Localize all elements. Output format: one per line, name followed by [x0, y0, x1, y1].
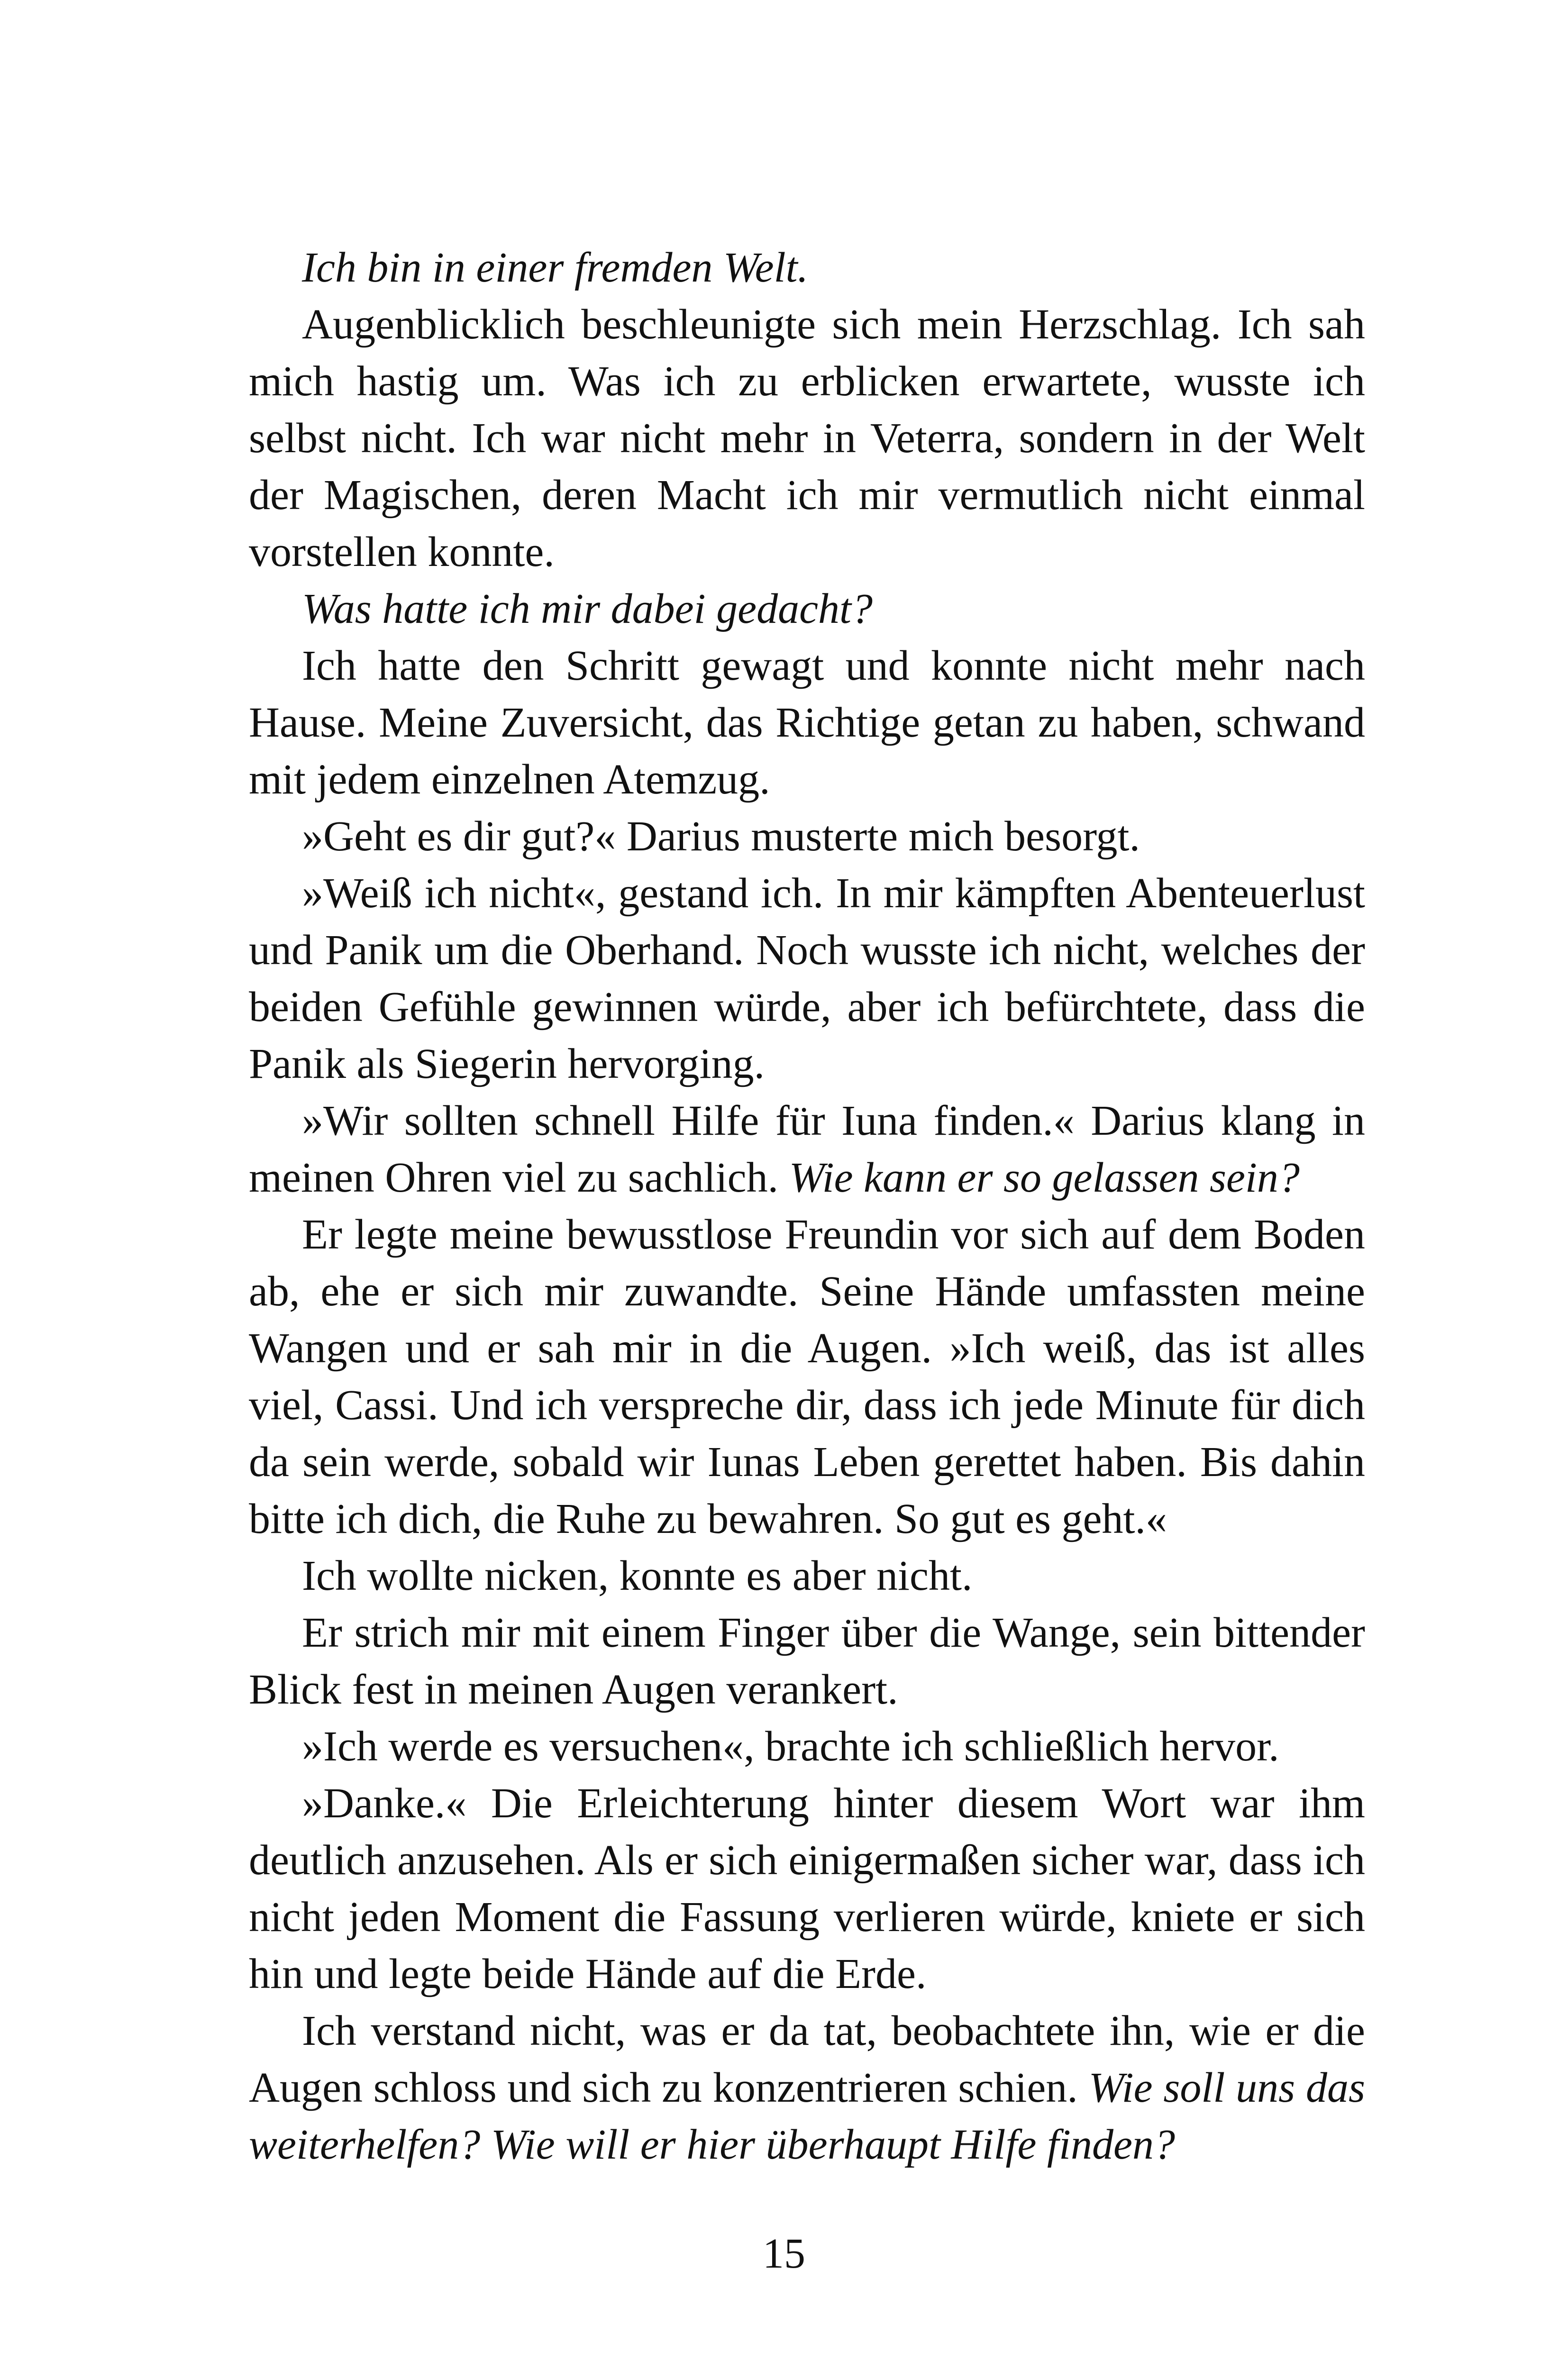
paragraph-7: [249, 1093, 1365, 1206]
paragraph-13-text: Ich verstand nicht, was er da tat, beobachtete ihn, wie er die Augen schloss und sich zu konzentrieren schien.: [249, 2007, 1365, 2111]
paragraph-7-thought: Wie kann er so gelassen sein?: [789, 1154, 1300, 1201]
paragraph-5: »Geht es dir gut?« Darius musterte mich besorgt.: [302, 813, 1140, 860]
paragraph-2: Augenblicklich beschleunigte sich mein Herzschlag. Ich sah mich hastig um. Was ich zu erblicken erwartete, wusste ich selbst nicht. Ich war nicht mehr in Veterra, sondern in der Welt der Magischen, deren Macht ich mir vermutlich nicht einmal vorstellen konnte.: [249, 301, 1365, 575]
paragraph-thought-1: Ich bin in einer fremden Welt.: [302, 244, 809, 291]
paragraph-11: »Ich werde es versuchen«, brachte ich schließlich hervor.: [302, 1723, 1279, 1770]
paragraph-10: Er strich mir mit einem Finger über die Wange, sein bittender Blick fest in meinen Augen verankert.: [249, 1609, 1365, 1713]
paragraph-13-thought: Wie soll uns das weiterhelfen? Wie will er hier überhaupt Hilfe finden?: [249, 2064, 1366, 2168]
body-text: [249, 239, 1365, 2173]
paragraph-13: [249, 2003, 1365, 2173]
page-number: 15: [763, 2230, 805, 2277]
paragraph-6: »Weiß ich nicht«, gestand ich. In mir kämpften Abenteuerlust und Panik um die Oberhand. Noch wusste ich nicht, welches der beiden Gefühle gewinnen würde, aber ich befürchtete, dass die Panik als Siegerin hervorging.: [249, 870, 1365, 1087]
paragraph-9: Ich wollte nicken, konnte es aber nicht.: [302, 1552, 973, 1599]
paragraph-4: Ich hatte den Schritt gewagt und konnte nicht mehr nach Hause. Meine Zuversicht, das Richtige getan zu haben, schwand mit jedem einzelnen Atemzug.: [249, 642, 1365, 803]
paragraph-12: »Danke.« Die Erleichterung hinter diesem Wort war ihm deutlich anzusehen. Als er sich einigermaßen sicher war, dass ich nicht jeden Moment die Fassung verlieren würde, kniete er sich hin und legte beide Hände auf die Erde.: [249, 1780, 1365, 1997]
paragraph-7-text: »Wir sollten schnell Hilfe für Iuna finden.« Darius klang in meinen Ohren viel zu sachlich.: [249, 1097, 1365, 1201]
paragraph-8: Er legte meine bewusstlose Freundin vor sich auf dem Boden ab, ehe er sich mir zuwandte. Seine Hände umfassten meine Wangen und er sah mir in die Augen. »Ich weiß, das ist alles viel, Cassi. Und ich verspreche dir, dass ich jede Minute für dich da sein werde, sobald wir Iunas Leben gerettet haben. Bis dahin bitte ich dich, die Ruhe zu bewahren. So gut es geht.«: [249, 1211, 1365, 1542]
paragraph-thought-3: Was hatte ich mir dabei gedacht?: [302, 585, 873, 632]
